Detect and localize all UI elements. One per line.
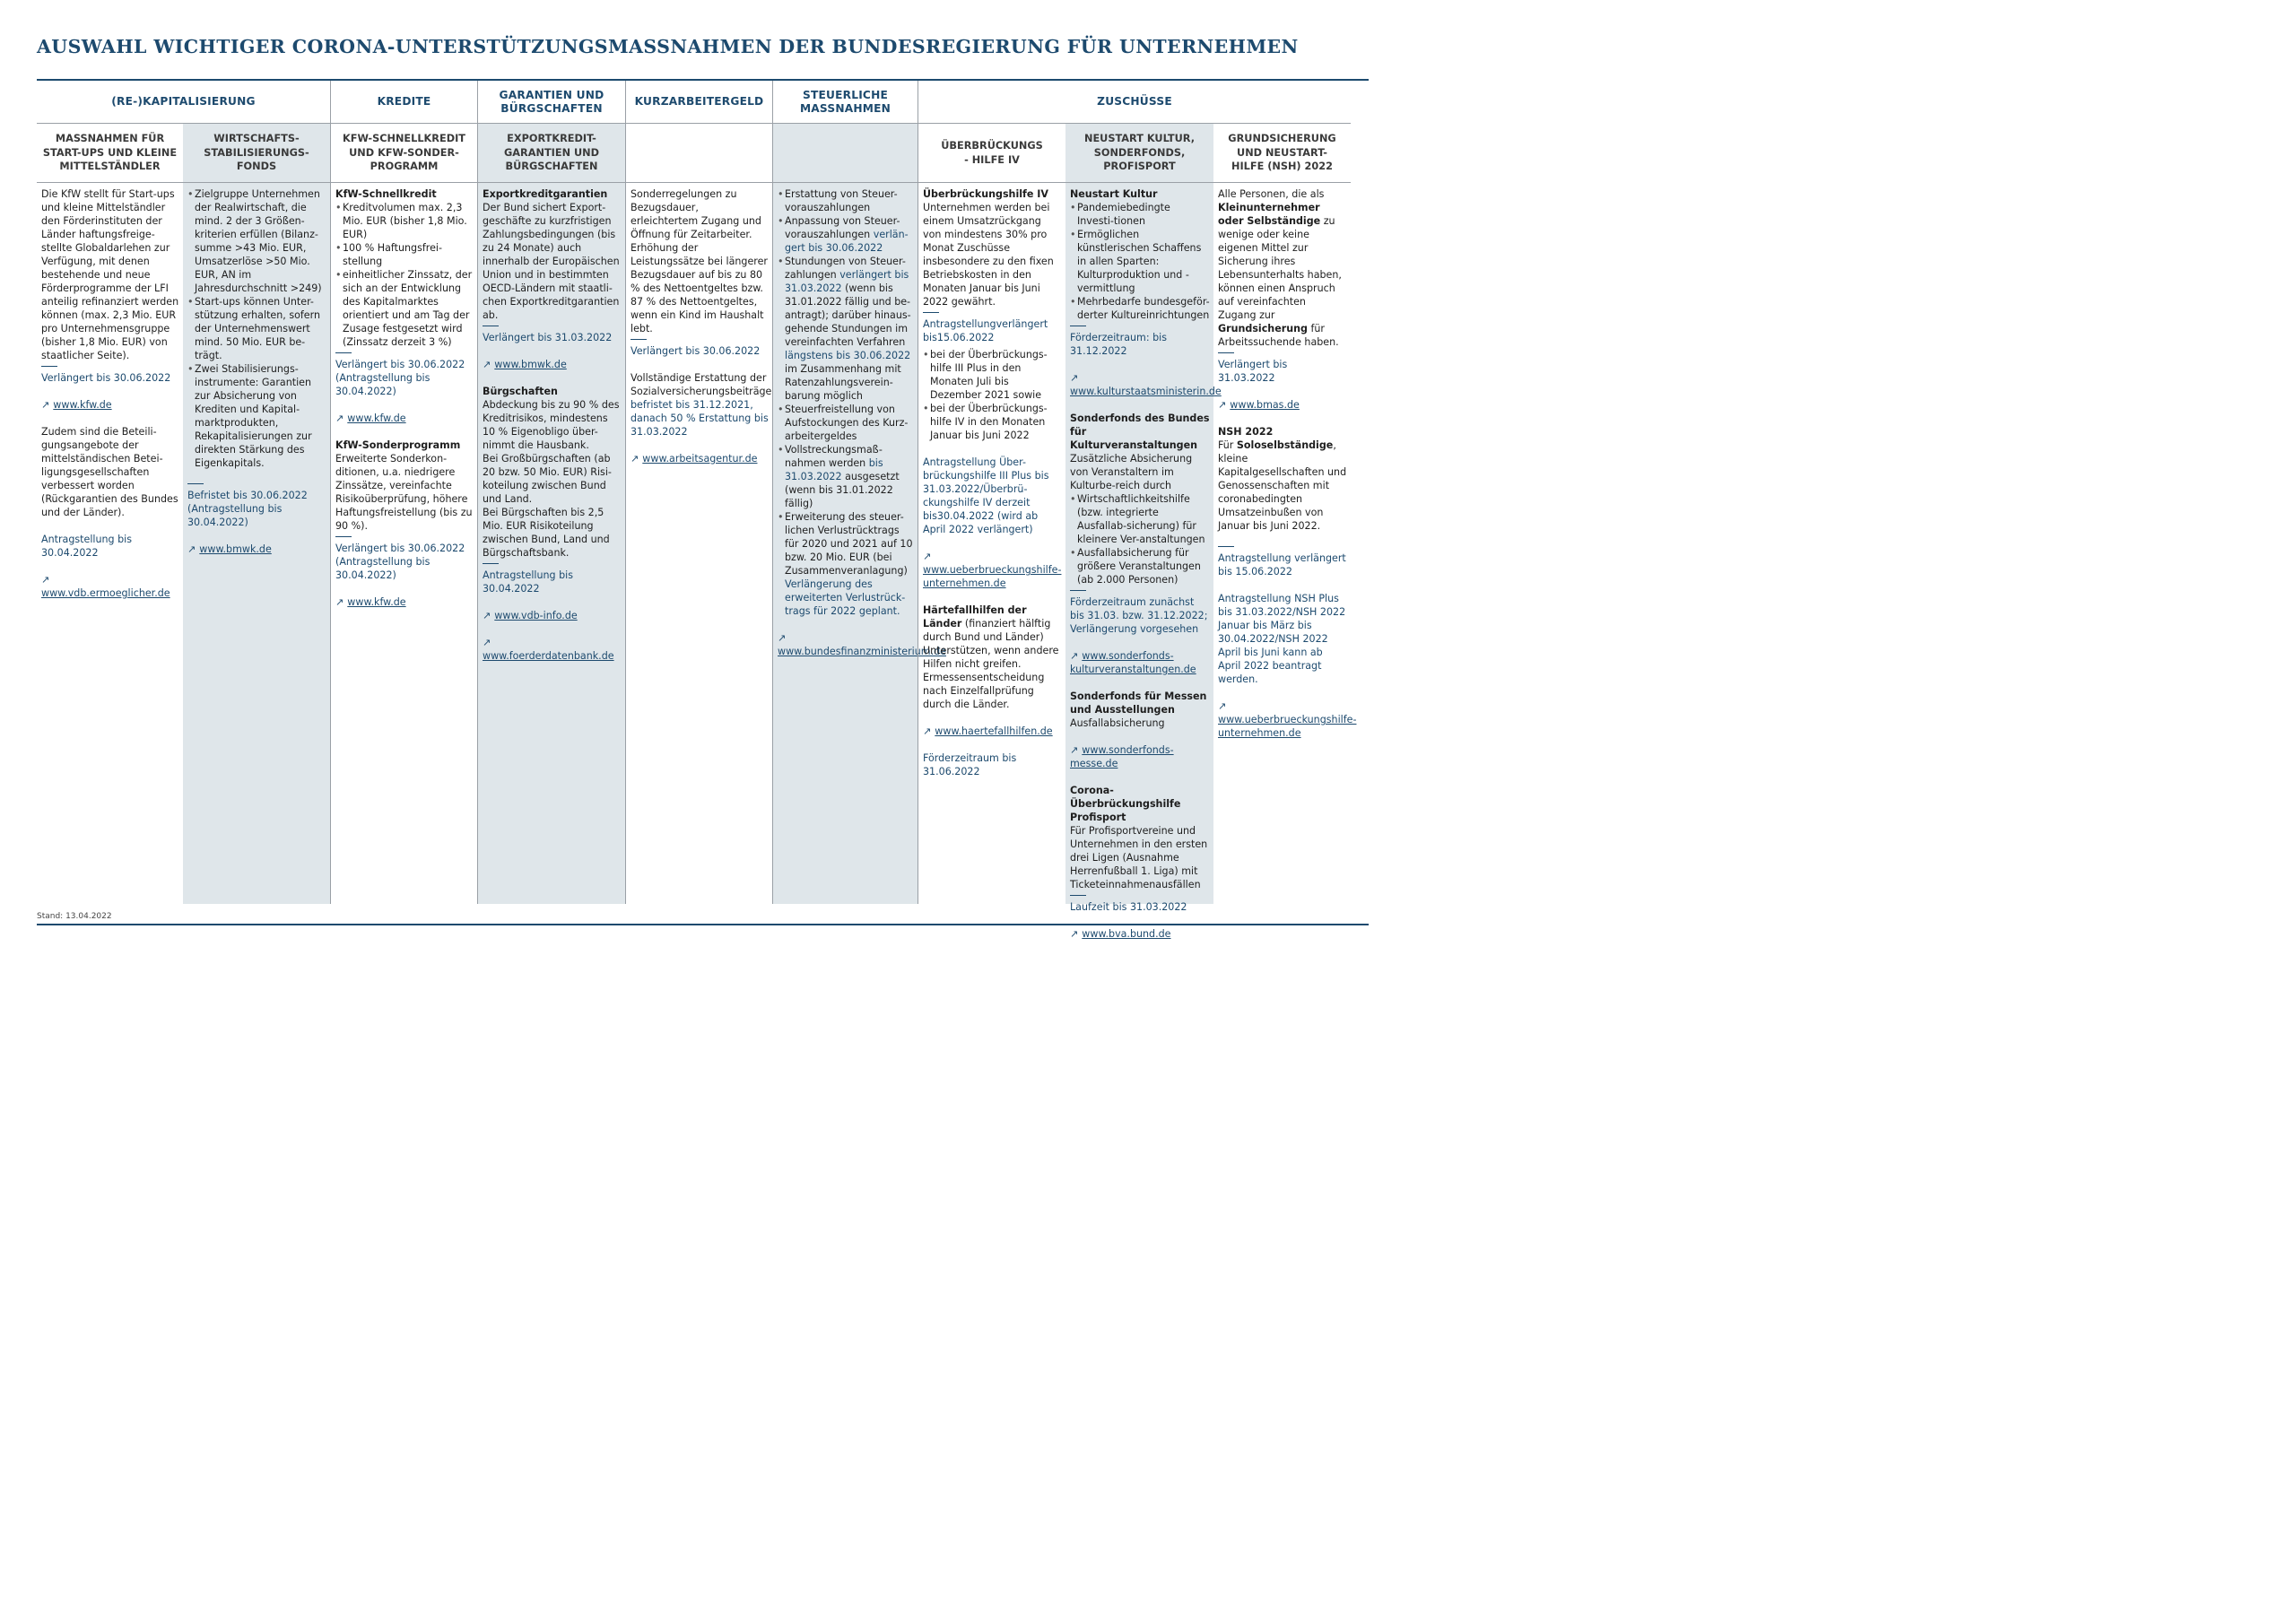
divider-dash xyxy=(1218,546,1234,547)
list-item: • Mehrbedarfe bundesgeför-derter Kultureinrichtungen xyxy=(1070,295,1210,322)
nsh-status2: Antragstellung NSH Plus bis 31.03.2022/NSH 2022 Januar bis März bis 30.04.2022/NSH 2022 April bis Juni kann ab April 2022 beantragt werden. xyxy=(1218,593,1346,685)
page-title: AUSWAHL WICHTIGER CORONA-UNTERSTÜTZUNGSMASSNAHMEN DER BUNDESREGIERUNG FÜR UNTERNEHMEN xyxy=(37,36,1299,57)
divider-dash xyxy=(335,536,352,537)
nsh-heading: NSH 2022 xyxy=(1218,426,1274,438)
external-link-arrow-icon: ↗ xyxy=(187,543,196,555)
link-ueberbrueckungshilfe[interactable]: www.ueberbrueckungshilfe-unternehmen.de xyxy=(1218,714,1357,739)
external-link-arrow-icon: ↗ xyxy=(1070,650,1079,662)
list-item xyxy=(778,255,914,403)
text: , kleine Kapitalgesellschaften und Genossenschaften mit coronabedingten Umsatzeinbußen von Januar bis Juni 2022. xyxy=(1218,439,1347,532)
list-item: • 100 % Haftungsfrei-stellung xyxy=(335,241,474,268)
steuer-text: Stundungen von Steuer-zahlungen xyxy=(785,256,906,281)
subheader-kfw xyxy=(330,124,477,183)
steuer-text: im Zusammenhang mit Ratenzahlungsverein-barung möglich xyxy=(785,363,901,402)
link-vdb-info[interactable]: www.vdb-info.de xyxy=(494,610,578,621)
subheader-line: BÜRGSCHAFTEN xyxy=(505,161,598,173)
category-header-kurzarbeitergeld: KURZARBEITERGELD xyxy=(625,81,772,124)
kfw-sonderprogramm-heading: KfW-Sonderprogramm xyxy=(335,439,461,451)
list-item: • Erstattung von Steuer-vorauszahlungen xyxy=(778,187,914,214)
subheader-wsf xyxy=(183,124,330,183)
link-haertefallhilfen[interactable]: www.haertefallhilfen.de xyxy=(935,725,1053,737)
steuer-highlight: verlän-gert bis 30.06.2022 xyxy=(785,229,909,254)
list-item: • Zielgruppe Unternehmen der Realwirtschaft, die mind. 2 der 3 Größen-kriterien erfüllen (Bilanz-summe >43 Mio. EUR, Umsatzerlöse >50 Mio. EUR, AN im Jahresdurchschnitt >249) xyxy=(187,187,326,295)
buergschaften-text: Bei Großbürgschaften (ab 20 bzw. 50 Mio. EUR) Risi-koteilung zwischen Bund und Land. xyxy=(483,453,612,505)
profisport-status: Laufzeit bis 31.03.2022 xyxy=(1070,901,1187,913)
kfw-schnellkredit-heading: KfW-Schnellkredit xyxy=(335,188,437,200)
list-item xyxy=(778,510,914,618)
subheader-neustart-kultur xyxy=(1065,124,1213,183)
link-foerderdatenbank[interactable]: www.foerderdatenbank.de xyxy=(483,650,614,662)
cell-wsf xyxy=(183,183,330,904)
text: Für xyxy=(1218,439,1234,451)
category-header-garantien-line1: GARANTIEN UND xyxy=(499,88,604,101)
link-kfw[interactable]: www.kfw.de xyxy=(347,596,406,608)
link-ueberbrueckungshilfe[interactable]: www.ueberbrueckungshilfe-unternehmen.de xyxy=(923,564,1062,589)
startups-para2: Zudem sind die Beteili-gungsangebote der mittelständischen Betei-ligungsgesellschaften verbessert worden (Rückgarantien des Bundes und der Länder). xyxy=(41,426,178,518)
external-link-arrow-icon: ↗ xyxy=(1218,700,1227,712)
subheader-line: EXPORTKREDIT- xyxy=(507,133,596,145)
category-header-kapitalisierung: (RE-)KAPITALISIERUNG xyxy=(37,81,330,124)
subheader-line: HILFE (NSH) 2022 xyxy=(1231,161,1333,173)
external-link-arrow-icon: ↗ xyxy=(41,574,50,586)
startups-status: Verlängert bis 30.06.2022 xyxy=(41,372,171,384)
link-kulturstaatsministerin[interactable]: www.kulturstaatsministerin.de xyxy=(1070,386,1222,397)
sonderfonds-messen-text: Ausfallabsicherung xyxy=(1070,717,1165,729)
external-link-arrow-icon: ↗ xyxy=(1218,399,1227,411)
kurzarbeit-text: Sonderregelungen zu Bezugsdauer, erleichtertem Zugang und Öffnung für Zeitarbeiter. Erhöhung der Leistungssätze bei längerer Bezugsdauer auf bis zu 80 % des Nettoentgeltes bzw. 87 % des Nettoentgeltes, wenn ein Kind im Haushalt lebt. xyxy=(631,188,768,334)
list-item: • Wirtschaftlichkeitshilfe (bzw. integrierte Ausfallab-sicherung) für kleinere Ver-anstaltungen xyxy=(1070,492,1210,546)
text-bold: Kleinunternehmer oder Selbständige xyxy=(1218,202,1321,227)
page xyxy=(0,0,1406,994)
subheader-steuer-empty xyxy=(772,124,918,183)
export-status2: Antragstellung bis 30.04.2022 xyxy=(483,569,574,595)
sonderfonds-kultur-heading: Sonderfonds des Bundes für Kulturveranstaltungen xyxy=(1070,413,1210,451)
neustart-status: Förderzeitraum: bis 31.12.2022 xyxy=(1070,332,1168,357)
steuer-bullets xyxy=(778,187,914,618)
nsh-text xyxy=(1218,439,1347,533)
stand-date: Stand: 13.04.2022 xyxy=(37,912,112,921)
subheader-startups xyxy=(37,124,183,183)
link-sonderfonds-messe[interactable]: www.sonderfonds-messe.de xyxy=(1070,744,1174,769)
link-bmwk[interactable]: www.bmwk.de xyxy=(199,543,272,555)
haertefallhilfen-heading: Härtefallhilfen der Länder xyxy=(923,604,1027,630)
category-header-steuerliche-massnahmen xyxy=(772,81,918,124)
ueberbrueckungshilfe-status1: Antragstellungverlängert bis15.06.2022 xyxy=(923,318,1048,343)
cell-steuerliche-massnahmen xyxy=(772,183,946,904)
subheader-line: WIRTSCHAFTS- xyxy=(213,133,300,145)
kfw-status1: Verlängert bis 30.06.2022 (Antragstellung bis 30.04.2022) xyxy=(335,359,465,397)
steuer-highlight: verlängert bis 31.03.2022 xyxy=(785,269,909,294)
steuer-highlight: längstens bis 30.06.2022 xyxy=(785,350,911,361)
exportkreditgarantien-heading: Exportkreditgarantien xyxy=(483,188,608,200)
subheader-line: GARANTIEN UND xyxy=(504,146,599,159)
steuer-highlight: Verlängerung des erweiterten Verlustrück-trags für 2022 geplant. xyxy=(785,578,906,617)
external-link-arrow-icon: ↗ xyxy=(923,725,932,737)
link-bva[interactable]: www.bva.bund.de xyxy=(1082,928,1171,940)
subheader-line: - HILFE IV xyxy=(964,153,1020,166)
steuer-highlight: bis 31.03.2022 xyxy=(785,457,883,482)
grundsicherung-text xyxy=(1218,187,1347,349)
subheader-line: STABILISIERUNGS- xyxy=(204,146,309,159)
subheader-line: PROGRAMM xyxy=(370,161,439,173)
subheader-grundsicherung xyxy=(1213,124,1351,183)
startups-intro: Die KfW stellt für Start-ups und kleine Mittelständler den Förderinstituten der Länder haftungsfreige-stellte Globaldarlehen zur Verfügung, mit denen bestehende und neue Förderprogramme der LFI anteilig refinanziert werden können (max. 2,3 Mio. EUR pro Unternehmensgruppe (bisher 1,8 Mio. EUR) von staatlicher Seite). xyxy=(41,188,179,361)
external-link-arrow-icon: ↗ xyxy=(483,637,491,648)
ueberbrueckungshilfe-text: Unternehmen werden bei einem Umsatzrückgang von mindestens 30% pro Monat Zuschüsse insbesondere zu den fixen Betriebskosten in den Monaten Januar bis Juni 2022 gewährt. xyxy=(923,202,1054,308)
subheader-line: FONDS xyxy=(236,161,277,173)
bottom-rule xyxy=(37,924,1369,925)
divider-dash xyxy=(335,352,352,353)
cell-neustart-kultur xyxy=(1065,183,1222,940)
list-item xyxy=(778,214,914,255)
divider-dash xyxy=(1218,352,1234,353)
external-link-arrow-icon: ↗ xyxy=(483,610,491,621)
link-kfw[interactable]: www.kfw.de xyxy=(53,399,112,411)
subheader-line: START-UPS UND KLEINE xyxy=(42,146,178,159)
category-header-zuschuesse: ZUSCHÜSSE xyxy=(918,81,1351,124)
external-link-arrow-icon: ↗ xyxy=(1070,372,1079,384)
list-item: • bei der Überbrückungs-hilfe IV in den Monaten Januar bis Juni 2022 xyxy=(923,402,1062,442)
export-status1: Verlängert bis 31.03.2022 xyxy=(483,332,613,343)
text-bold: Grundsicherung xyxy=(1218,323,1308,334)
text: für Arbeitssuchende haben. xyxy=(1218,323,1339,348)
cell-ueberbrueckungshilfe xyxy=(918,183,1065,904)
divider-dash xyxy=(1070,590,1086,591)
subheader-line: UND KFW-SONDER- xyxy=(349,146,459,159)
ueberbrueckungshilfe-foerderzeitraum: Förderzeitraum bis 31.06.2022 xyxy=(923,752,1017,777)
text: zu wenige oder keine eigenen Mittel zur Sicherung ihres Lebensunterhalts haben, können einen Anspruch auf vereinfachten Zugang zur xyxy=(1218,215,1342,321)
steuer-text: Anpassung von Steuer-vorauszahlungen xyxy=(785,215,900,240)
steuer-text: Erweiterung des steuer-lichen Verlustrücktrags für 2020 und 2021 auf 10 bzw. 20 Mio. EUR (bei Zusammenveranlagung) xyxy=(785,511,913,577)
list-item: • Pandemiebedingte Investi-tionen xyxy=(1070,201,1210,228)
link-sonderfonds-kultur[interactable]: www.sonderfonds-kulturveranstaltungen.de xyxy=(1070,650,1196,675)
kfw-status2: Verlängert bis 30.06.2022 (Antragstellung bis 30.04.2022) xyxy=(335,543,465,581)
category-header-steuer-line1: STEUERLICHE xyxy=(803,88,888,101)
external-link-arrow-icon: ↗ xyxy=(335,596,344,608)
subheader-kurzarbeit-empty xyxy=(625,124,772,183)
ueberbrueckungshilfe-heading: Überbrückungshilfe IV xyxy=(923,188,1048,200)
kfw-bullets xyxy=(335,201,474,349)
list-item: • Zwei Stabilisierungs-instrumente: Garantien zur Absicherung von Krediten und Kapital-marktprodukten, Rekapitalisierungen zur direkten Stärkung des Eigenkapitals. xyxy=(187,362,326,470)
divider-dash xyxy=(187,483,204,484)
buergschaften-text: Abdeckung bis zu 90 % des Kreditrisikos, mindestens 10 % Eigenobligo über-nimmt die Hausbank. xyxy=(483,399,620,451)
ueberbrueckungshilfe-bullets xyxy=(923,348,1062,442)
link-vdb-ermoeglicher[interactable]: www.vdb.ermoeglicher.de xyxy=(41,587,170,599)
neustart-bullets xyxy=(1070,201,1210,322)
sonderfonds-messen-heading: Sonderfonds für Messen und Ausstellungen xyxy=(1070,690,1207,716)
startups-status2: Antragstellung bis 30.04.2022 xyxy=(41,534,133,559)
text: Alle Personen, die als xyxy=(1218,188,1325,200)
grundsicherung-status: Verlängert bis 31.03.2022 xyxy=(1218,359,1288,384)
subheader-line: KFW-SCHNELLKREDIT xyxy=(342,133,466,145)
list-item: • einheitlicher Zinssatz, der sich an der Entwicklung des Kapitalmarktes orientiert und am Tag der Zusage festgesetzt wird (Zinssatz derzeit 3 %) xyxy=(335,268,474,349)
list-item: • bei der Überbrückungs-hilfe III Plus in den Monaten Juli bis Dezember 2021 sowie xyxy=(923,348,1062,402)
list-item: • Start-ups können Unter-stützung erhalten, sofern der Unternehmenswert mind. 50 Mio. EUR be-trägt. xyxy=(187,295,326,362)
cell-grundsicherung xyxy=(1213,183,1357,904)
cell-kfw xyxy=(330,183,477,904)
subheader-exportkredit xyxy=(477,124,625,183)
buergschaften-text: Bei Bürgschaften bis 2,5 Mio. EUR Risikoteilung zwischen Bund, Land und Bürgschaftsbank. xyxy=(483,507,610,559)
category-header-steuer-line2: MASSNAHMEN xyxy=(799,101,891,115)
profisport-text: Für Profisportvereine und Unternehmen in den ersten drei Ligen (Ausnahme Herrenfußball 1. Liga) mit Ticketeinnahmenausfällen xyxy=(1070,825,1208,890)
link-kfw[interactable]: www.kfw.de xyxy=(347,413,406,424)
kurzarbeit-status: Verlängert bis 30.06.2022 xyxy=(631,345,761,357)
subheader-line: MASSNAHMEN FÜR xyxy=(55,133,165,145)
exportkreditgarantien-text: Der Bund sichert Export-geschäfte zu kurzfristigen Zahlungsbedingungen (bis zu 24 Monate) auch innerhalb der Europäischen Union und in bestimmten OECD-Ländern mit staatli-chen Exportkreditgarantien ab. xyxy=(483,202,620,321)
list-item: • Kreditvolumen max. 2,3 Mio. EUR (bisher 1,8 Mio. EUR) xyxy=(335,201,474,241)
sonderfonds-kultur-text: Zusätzliche Absicherung von Veranstaltern im Kulturbe-reich durch xyxy=(1070,453,1193,491)
category-header-kredite: KREDITE xyxy=(330,81,477,124)
cell-kurzarbeitergeld xyxy=(625,183,772,904)
kfw-sonderprogramm-text: Erweiterte Sonderkon-ditionen, u.a. niedrigere Zinssätze, vereinfachte Risikoüberprüfung, höhere Haftungsfreistellung (bis zu 90 %). xyxy=(335,453,473,532)
subheader-ueberbrueckungshilfe xyxy=(918,124,1065,183)
link-arbeitsagentur[interactable]: www.arbeitsagentur.de xyxy=(642,453,758,465)
steuer-text: ausgesetzt (wenn bis 31.01.2022 fällig) xyxy=(785,471,900,509)
subheader-line: PROFISPORT xyxy=(1103,161,1176,173)
subheader-line: UND NEUSTART- xyxy=(1237,146,1327,159)
steuer-text: Vollstreckungsmaß-nahmen werden xyxy=(785,444,883,469)
list-item: • Steuerfreistellung von Aufstockungen des Kurz-arbeitergeldes xyxy=(778,403,914,443)
ueberbrueckungshilfe-status2: Antragstellung Über-brückungshilfe III Plus bis 31.03.2022/Überbrü-ckungshilfe IV derzeit bis30.04.2022 (wird ab April 2022 verlängert) xyxy=(923,456,1049,535)
list-item: • Ermöglichen künstlerischen Schaffens in allen Sparten: Kulturproduktion und -vermittlung xyxy=(1070,228,1210,295)
divider-dash xyxy=(1070,895,1086,896)
category-header-garantien xyxy=(477,81,625,124)
divider-dash xyxy=(41,366,57,367)
nsh-status1: Antragstellung verlängert bis 15.06.2022 xyxy=(1218,552,1346,578)
list-item xyxy=(778,443,914,510)
neustart-kultur-heading: Neustart Kultur xyxy=(1070,188,1158,200)
sonderfonds-bullets xyxy=(1070,492,1210,586)
sonderfonds-status: Förderzeitraum zunächst bis 31.03. bzw. 31.12.2022; Verlängerung vorgesehen xyxy=(1070,596,1208,635)
subheader-line: NEUSTART KULTUR, xyxy=(1083,133,1196,145)
subheader-line: ÜBERBRÜCKUNGS xyxy=(941,139,1043,152)
cell-exportkredit xyxy=(477,183,625,904)
haertefallhilfen-text: (finanziert hälftig durch Bund und Länder) Unterstützen, wenn andere Hilfen nicht greifen. Ermessensentscheidung nach Einzelfallprüfung durch die Länder. xyxy=(923,618,1059,710)
subheader-line: SONDERFONDS, xyxy=(1093,146,1186,159)
link-bundesfinanzministerium[interactable]: www.bundesfinanzministerium.de xyxy=(778,646,946,657)
external-link-arrow-icon: ↗ xyxy=(1070,928,1079,940)
kurzarbeit-text2: Vollständige Erstattung der Sozialversicherungsbeiträge xyxy=(631,372,772,397)
wsf-bullets xyxy=(187,187,326,470)
divider-dash xyxy=(483,563,499,564)
category-header-garantien-line2: BÜRGSCHAFTEN xyxy=(500,101,603,115)
external-link-arrow-icon: ↗ xyxy=(41,399,50,411)
subheader-line: MITTELSTÄNDLER xyxy=(59,161,161,173)
external-link-arrow-icon: ↗ xyxy=(778,632,787,644)
external-link-arrow-icon: ↗ xyxy=(1070,744,1079,756)
link-bmwk[interactable]: www.bmwk.de xyxy=(494,359,567,370)
buergschaften-heading: Bürgschaften xyxy=(483,386,558,397)
list-item: • Ausfallabsicherung für größere Veranstaltungen (ab 2.000 Personen) xyxy=(1070,546,1210,586)
external-link-arrow-icon: ↗ xyxy=(335,413,344,424)
subheader-line: GRUNDSICHERUNG xyxy=(1228,133,1336,145)
external-link-arrow-icon: ↗ xyxy=(923,551,932,562)
divider-dash xyxy=(923,312,939,313)
kurzarbeit-text2-highlight: befristet bis 31.12.2021, danach 50 % Erstattung bis 31.03.2022 xyxy=(631,399,769,438)
external-link-arrow-icon: ↗ xyxy=(631,453,639,465)
profisport-heading: Corona-Überbrückungshilfe Profisport xyxy=(1070,785,1181,823)
steuer-text: (wenn bis 31.01.2022 fällig und be-antragt); darüber hinaus-gehende Stundungen im vereinfachten Verfahren xyxy=(785,282,911,348)
cell-startups xyxy=(37,183,183,904)
wsf-status: Befristet bis 30.06.2022 (Antragstellung bis 30.04.2022) xyxy=(187,490,308,528)
link-bmas[interactable]: www.bmas.de xyxy=(1230,399,1300,411)
text-bold: Soloselbständige xyxy=(1236,439,1334,451)
external-link-arrow-icon: ↗ xyxy=(483,359,491,370)
divider-dash xyxy=(631,339,647,340)
